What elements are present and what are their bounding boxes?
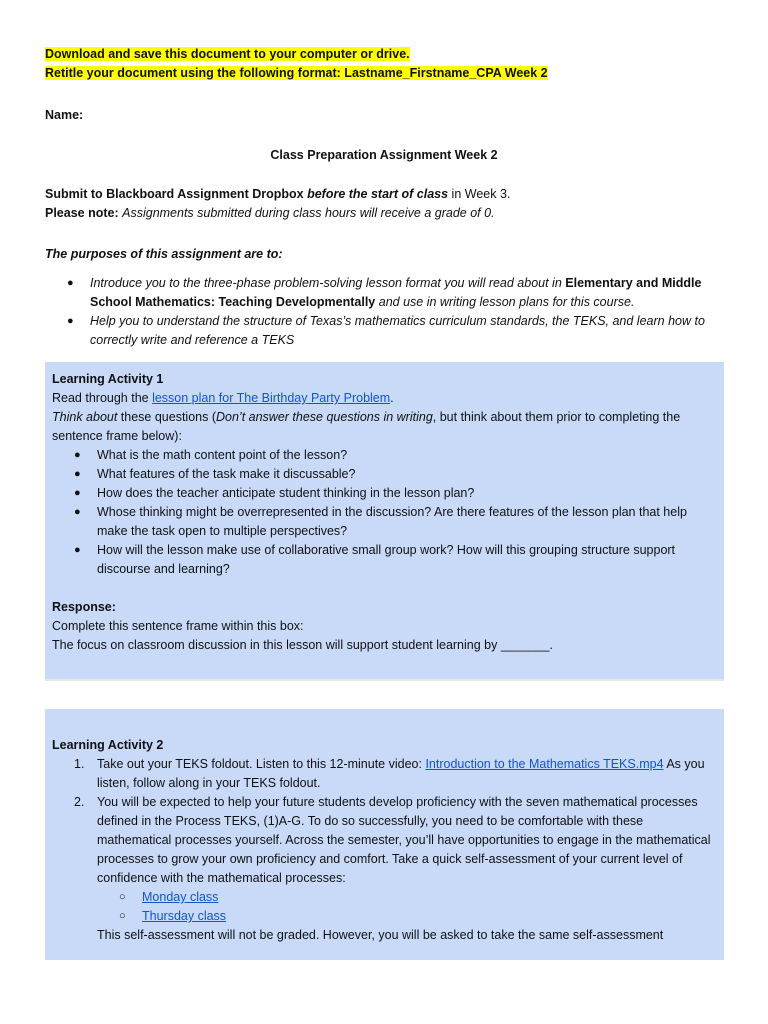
submit-emphasis: before the start of class	[307, 187, 449, 201]
list-item	[52, 793, 717, 888]
think-about-em2: Don’t answer these questions in writing	[216, 410, 433, 424]
list-item	[52, 446, 717, 465]
step-1-pre: Take out your TEKS foldout. Listen to this 12-minute video:	[97, 757, 426, 771]
divider	[45, 679, 724, 681]
step-list	[52, 755, 717, 888]
circle-bullet-icon: ○	[119, 891, 126, 903]
book-title: Elementary and Middle School Mathematics: Teaching Developmentally	[90, 276, 702, 309]
bullet-icon: ●	[74, 544, 81, 556]
list-item	[52, 484, 717, 503]
list-item	[52, 541, 717, 579]
activity-2-heading: Learning Activity 2	[52, 738, 164, 752]
spacer	[52, 579, 717, 598]
list-item	[45, 274, 715, 312]
sentence-frame: The focus on classroom discussion in this lesson will support student learning by _______.	[52, 638, 553, 652]
closing-text: This self-assessment will not be graded. However, you will be asked to take the same self-assessment	[97, 928, 664, 942]
think-about-end: , but think about them prior to completing the sentence frame below):	[52, 410, 681, 443]
purposes-heading: The purposes of this assignment are to:	[45, 247, 283, 261]
question-text: Whose thinking might be overrepresented in the discussion? Are there features of the lesson plan that help make the task open to multiple perspectives?	[97, 505, 687, 538]
note-line	[45, 204, 725, 223]
purposes-list	[45, 274, 715, 350]
submit-suffix: in Week 3.	[448, 187, 511, 201]
step-number: 1.	[74, 757, 85, 771]
response-instruction: Complete this sentence frame within this box:	[52, 619, 304, 633]
submit-prefix: Submit to Blackboard Assignment Dropbox	[45, 187, 308, 201]
learning-activity-2-box	[45, 709, 724, 960]
question-text: How does the teacher anticipate student thinking in the lesson plan?	[97, 486, 475, 500]
submission-instructions	[45, 185, 725, 223]
intro-line-2: Retitle your document using the following format: Lastname_Firstname_CPA Week 2	[45, 66, 548, 80]
list-item	[52, 465, 717, 484]
bullet-icon: ●	[74, 449, 81, 461]
learning-activity-1-box	[45, 362, 724, 679]
page-title: Class Preparation Assignment Week 2	[270, 148, 498, 162]
think-about-em: Think about	[52, 410, 118, 424]
spacer	[52, 717, 717, 736]
bullet-icon: ●	[74, 506, 81, 518]
question-text: What is the math content point of the lesson?	[97, 448, 348, 462]
think-about-mid: these questions (	[117, 410, 216, 424]
step-1-post: As you listen, follow along in your TEKS foldout.	[97, 757, 705, 790]
monday-class-link[interactable]: Monday class	[142, 890, 219, 904]
list-item	[52, 755, 717, 793]
note-text: Assignments submitted during class hours will receive a grade of 0.	[122, 206, 495, 220]
purpose-1-post: and use in writing lesson plans for this course.	[375, 295, 635, 309]
note-label: Please note:	[45, 206, 123, 220]
read-prefix: Read through the	[52, 391, 153, 405]
purpose-2-text: Help you to understand the structure of Texas’s mathematics curriculum standards, the TEKS, and learn how to correctly write and reference a TEKS	[90, 314, 705, 347]
list-item	[52, 907, 717, 926]
read-suffix: .	[390, 391, 394, 405]
list-item	[45, 312, 715, 350]
submit-line	[45, 185, 725, 204]
list-item	[52, 503, 717, 541]
teks-video-link[interactable]: Introduction to the Mathematics TEKS.mp4	[425, 757, 664, 771]
step-2-text: You will be expected to help your future students develop proficiency with the seven mathematical processes defined in the Process TEKS, (1)A-G. To do so successfully, you need to be comfortable with these mathematical processes yourself. Across the semester, you’ll have opportunities to engage in the mathematical processes to grow your own proficiency and comfort. Take a quick self-assessment of your current level of confidence with the mathematical processes:	[97, 795, 711, 885]
name-label: Name:	[45, 108, 84, 122]
thursday-class-link[interactable]: Thursday class	[142, 909, 227, 923]
circle-bullet-icon: ○	[119, 910, 126, 922]
lesson-plan-link[interactable]: lesson plan for The Birthday Party Problem	[152, 391, 391, 405]
activity-1-heading: Learning Activity 1	[52, 372, 164, 386]
question-text: How will the lesson make use of collaborative small group work? How will this grouping structure support discourse and learning?	[97, 543, 676, 576]
purpose-1-pre: Introduce you to the three-phase problem-solving lesson format you will read about in	[90, 276, 566, 290]
question-text: What features of the task make it discussable?	[97, 467, 356, 481]
bullet-icon: ●	[67, 315, 74, 327]
list-item	[52, 888, 717, 907]
bullet-icon: ●	[67, 277, 74, 289]
response-heading: Response:	[52, 600, 116, 614]
question-list	[52, 446, 717, 579]
self-assessment-links	[52, 888, 717, 926]
step-number: 2.	[74, 795, 85, 809]
read-line	[52, 389, 717, 408]
intro-instructions	[45, 45, 725, 83]
think-about-line	[52, 408, 717, 446]
bullet-icon: ●	[74, 468, 81, 480]
bullet-icon: ●	[74, 487, 81, 499]
intro-line-1: Download and save this document to your computer or drive.	[45, 47, 410, 61]
